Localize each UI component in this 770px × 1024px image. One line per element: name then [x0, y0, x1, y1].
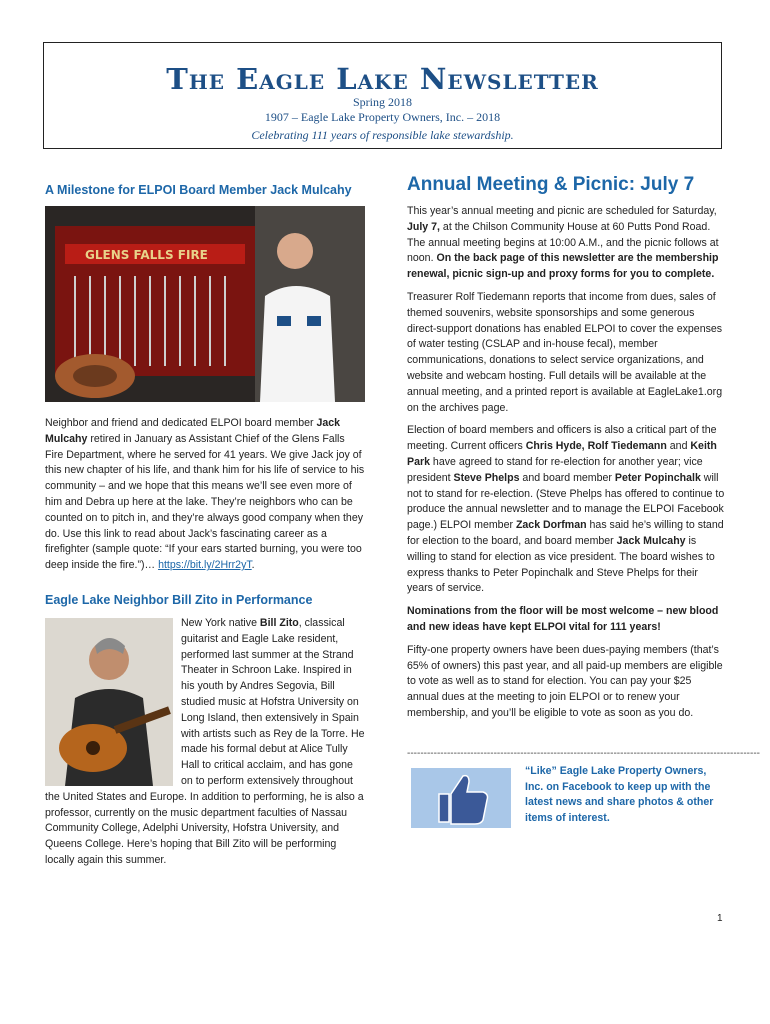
season: Spring 2018	[352, 95, 412, 109]
truck-sign: GLENS FALLS FIRE	[85, 248, 208, 262]
newsletter-title: The Eagle Lake Newsletter	[166, 62, 599, 96]
guitarist-image	[45, 618, 173, 786]
tagline: Celebrating 111 years of responsible lake stewardship.	[251, 128, 514, 142]
fire-truck-image	[45, 206, 365, 402]
name-bill-zito: Bill Zito	[259, 616, 299, 629]
treasurer-paragraph: Treasurer Rolf Tiedemann reports that income from dues, sales of themed souvenirs, website sponsorships and some generous direct-support donations has enabled ELPOI to cover the expenses of water testing (CSLAP and in-house fecal), member communications, donations to select service organizations, and website and webcam hosting. Full details will be available at the annual meeting, and a printed report is available at EagleLake1.org on the archives page.	[407, 290, 723, 414]
election-paragraph: Election of board members and officers is also a critical part of the meeting. Current officers Chris Hyde, Rolf Tiedemann and Keith Park have agreed to stand for re-election for another year; vice president Steve Phelps and board member Peter Popinchalk will not to stand for re-election. (Steve Phelps has offered to continue to produce the annual newsletter and to manage the ELPOI Facebook page.) ELPOI member Zack Dorfman has said he’s willing to stand for election to the board, and board member Jack Mulcahy is willing to stand for election as vice president. The board wishes to express thanks to Peter Popinchalk and Steve Phelps for their years of service.	[407, 424, 725, 595]
nominations-paragraph: Nominations from the floor will be most welcome – new blood and new ideas have kept ELPOI vital for 111 years!	[407, 605, 719, 633]
divider: ----------------------------------------------------------------------------------------------------------	[407, 747, 760, 759]
right-column	[407, 174, 760, 834]
article-link[interactable]: https://bit.ly/2Hrr2yT	[158, 559, 252, 572]
article1-heading: A Milestone for ELPOI Board Member Jack Mulcahy	[45, 183, 352, 197]
page-number: 1	[717, 913, 723, 924]
name-jack-mulcahy: Jack Mulcahy	[45, 417, 341, 445]
facebook-callout	[407, 764, 725, 834]
membership-paragraph: Fifty-one property owners have been dues-paying members (that’s 65% of owners) this past year, and all paid-up members are eligible to vote as well as to stand for election. You can pay your $25 annual dues at the meeting to join ELPOI or to renew your membership, and you’ll be eligible to vote as soon as you do.	[407, 643, 723, 719]
masthead	[43, 42, 722, 149]
article1-body: Neighbor and friend and dedicated ELPOI board member Jack Mulcahy retired in January as Assistant Chief of the Glens Falls Fire Department, where he served for 41 years. We give Jack joy of this new chapter of his life, and thank him for his life of service to his community – and we hope that this means we’ll see even more of him and Debra up here at the lake. They’re neighbors who can be counted on to pitch in, and they’re always good company when they do. Use this link to read about Jack’s fascinating career as a firefighter (sample quote: “If your ears started burning, you were too deep inside the fire.”)… https://bit.ly/2Hrr2yT.	[45, 417, 365, 572]
article2-body: New York native Bill Zito, classical guitarist and Eagle Lake resident, performed last summer at the Strand Theater in Schroon Lake. Inspired in his youth by Andres Segovia, Bill studied music at Hofstra University on Long Island, then extensively in Spain with artists such as Rey de la Torre. He made his formal debut at Alice Tully Hall to critical acclaim, and has gone on to perform extensively throughout the United States and Europe. In addition to performing, he is also a professor, currently on the music department faculties of Nassau Community College, Adelphi University, Hofstra University, and Queens College. Here’s hoping that Bill Zito will be performing locally again this summer.	[45, 616, 365, 866]
facebook-text: “Like” Eagle Lake Property Owners, Inc. on Facebook to keep up with the latest news and share photos & other items of interest.	[525, 764, 714, 825]
org-line: 1907 – Eagle Lake Property Owners, Inc. – 2018	[264, 110, 501, 124]
thumbs-up-icon	[411, 768, 511, 828]
guitarist-photo	[45, 618, 173, 786]
left-column	[45, 182, 365, 876]
firefighter-photo	[45, 206, 365, 402]
meeting-paragraph: This year’s annual meeting and picnic are scheduled for Saturday, July 7, at the Chilson Community House at 60 Putts Pond Road. The annual meeting begins at 10:00 A.M., and the picnic follows at noon. On the back page of this newsletter are the membership renewal, picnic sign-up and proxy forms for you to complete.	[407, 205, 719, 281]
annual-meeting-heading: Annual Meeting & Picnic: July 7	[407, 174, 695, 195]
article2-heading: Eagle Lake Neighbor Bill Zito in Performance	[45, 592, 313, 607]
